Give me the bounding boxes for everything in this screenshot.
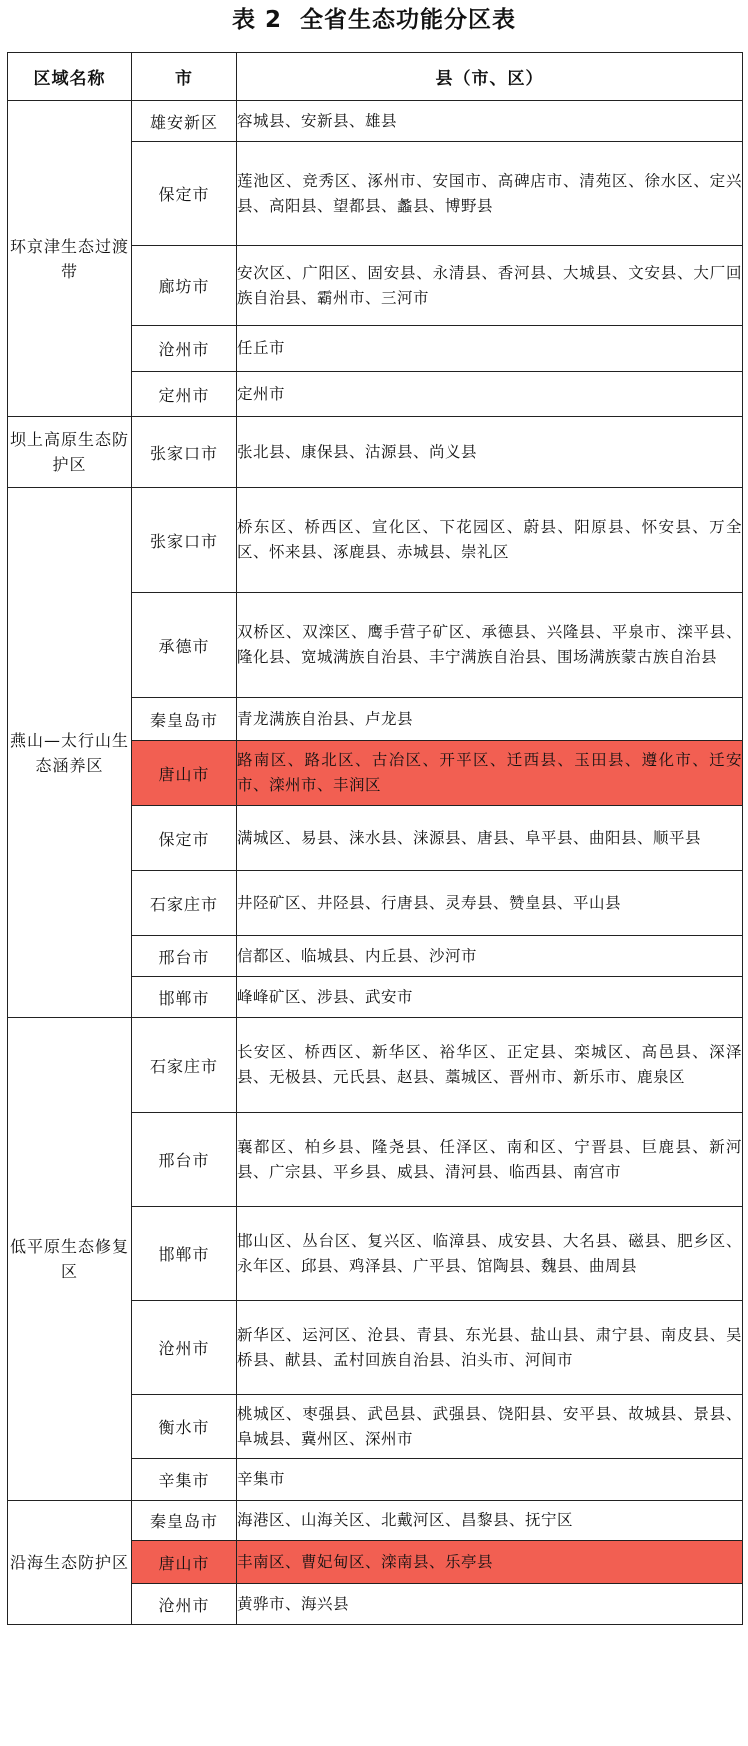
page-title (0, 0, 748, 44)
city-cell: 雄安新区 (132, 101, 237, 142)
city-cell: 唐山市 (132, 1541, 237, 1584)
city-cell: 秦皇岛市 (132, 1501, 237, 1541)
counties-cell: 路南区、路北区、古冶区、开平区、迁西县、玉田县、遵化市、迁安市、滦州市、丰润区 (237, 741, 743, 806)
zoning-table (7, 52, 743, 1625)
counties-cell: 辛集市 (237, 1459, 743, 1501)
city-cell: 承德市 (132, 593, 237, 698)
table-row (8, 101, 743, 142)
city-cell: 邯郸市 (132, 977, 237, 1018)
city-cell: 唐山市 (132, 741, 237, 806)
city-cell: 定州市 (132, 372, 237, 417)
counties-cell: 黄骅市、海兴县 (237, 1584, 743, 1625)
city-cell: 衡水市 (132, 1395, 237, 1459)
table-row (8, 488, 743, 593)
city-cell: 沧州市 (132, 1584, 237, 1625)
counties-cell: 青龙满族自治县、卢龙县 (237, 698, 743, 741)
counties-cell: 丰南区、曹妃甸区、滦南县、乐亭县 (237, 1541, 743, 1584)
region-cell: 低平原生态修复区 (8, 1018, 132, 1501)
counties-cell: 邯山区、丛台区、复兴区、临漳县、成安县、大名县、磁县、肥乡区、永年区、邱县、鸡泽县、广平县、馆陶县、魏县、曲周县 (237, 1207, 743, 1301)
city-cell: 邢台市 (132, 936, 237, 977)
table-row (8, 1501, 743, 1541)
table-row (8, 1018, 743, 1113)
city-cell: 沧州市 (132, 1301, 237, 1395)
region-cell: 燕山—太行山生态涵养区 (8, 488, 132, 1018)
counties-cell: 长安区、桥西区、新华区、裕华区、正定县、栾城区、高邑县、深泽县、无极县、元氏县、赵县、藁城区、晋州市、新乐市、鹿泉区 (237, 1018, 743, 1113)
header-region: 区域名称 (8, 53, 132, 101)
counties-cell: 张北县、康保县、沽源县、尚义县 (237, 417, 743, 488)
counties-cell: 峰峰矿区、涉县、武安市 (237, 977, 743, 1018)
counties-cell: 海港区、山海关区、北戴河区、昌黎县、抚宁区 (237, 1501, 743, 1541)
counties-cell: 井陉矿区、井陉县、行唐县、灵寿县、赞皇县、平山县 (237, 871, 743, 936)
city-cell: 邢台市 (132, 1113, 237, 1207)
table-header-row (8, 53, 743, 101)
region-cell: 沿海生态防护区 (8, 1501, 132, 1625)
city-cell: 保定市 (132, 806, 237, 871)
city-cell: 辛集市 (132, 1459, 237, 1501)
city-cell: 石家庄市 (132, 1018, 237, 1113)
header-county: 县（市、区） (237, 53, 743, 101)
table-number: 表 2 (231, 7, 282, 33)
counties-cell: 容城县、安新县、雄县 (237, 101, 743, 142)
city-cell: 秦皇岛市 (132, 698, 237, 741)
counties-cell: 双桥区、双滦区、鹰手营子矿区、承德县、兴隆县、平泉市、滦平县、隆化县、宽城满族自治县、丰宁满族自治县、围场满族蒙古族自治县 (237, 593, 743, 698)
city-cell: 石家庄市 (132, 871, 237, 936)
region-cell: 坝上高原生态防护区 (8, 417, 132, 488)
city-cell: 沧州市 (132, 326, 237, 372)
counties-cell: 桥东区、桥西区、宣化区、下花园区、蔚县、阳原县、怀安县、万全区、怀来县、涿鹿县、赤城县、崇礼区 (237, 488, 743, 593)
city-cell: 廊坊市 (132, 246, 237, 326)
city-cell: 邯郸市 (132, 1207, 237, 1301)
city-cell: 保定市 (132, 142, 237, 246)
counties-cell: 任丘市 (237, 326, 743, 372)
counties-cell: 满城区、易县、涞水县、涞源县、唐县、阜平县、曲阳县、顺平县 (237, 806, 743, 871)
header-city: 市 (132, 53, 237, 101)
counties-cell: 安次区、广阳区、固安县、永清县、香河县、大城县、文安县、大厂回族自治县、霸州市、三河市 (237, 246, 743, 326)
counties-cell: 桃城区、枣强县、武邑县、武强县、饶阳县、安平县、故城县、景县、阜城县、冀州区、深州市 (237, 1395, 743, 1459)
table-row (8, 417, 743, 488)
counties-cell: 新华区、运河区、沧县、青县、东光县、盐山县、肃宁县、南皮县、吴桥县、献县、孟村回族自治县、泊头市、河间市 (237, 1301, 743, 1395)
region-cell: 环京津生态过渡带 (8, 101, 132, 417)
city-cell: 张家口市 (132, 417, 237, 488)
counties-cell: 襄都区、柏乡县、隆尧县、任泽区、南和区、宁晋县、巨鹿县、新河县、广宗县、平乡县、威县、清河县、临西县、南宫市 (237, 1113, 743, 1207)
table-title: 全省生态功能分区表 (300, 7, 516, 33)
counties-cell: 莲池区、竞秀区、涿州市、安国市、高碑店市、清苑区、徐水区、定兴县、高阳县、望都县、蠡县、博野县 (237, 142, 743, 246)
counties-cell: 信都区、临城县、内丘县、沙河市 (237, 936, 743, 977)
city-cell: 张家口市 (132, 488, 237, 593)
counties-cell: 定州市 (237, 372, 743, 417)
